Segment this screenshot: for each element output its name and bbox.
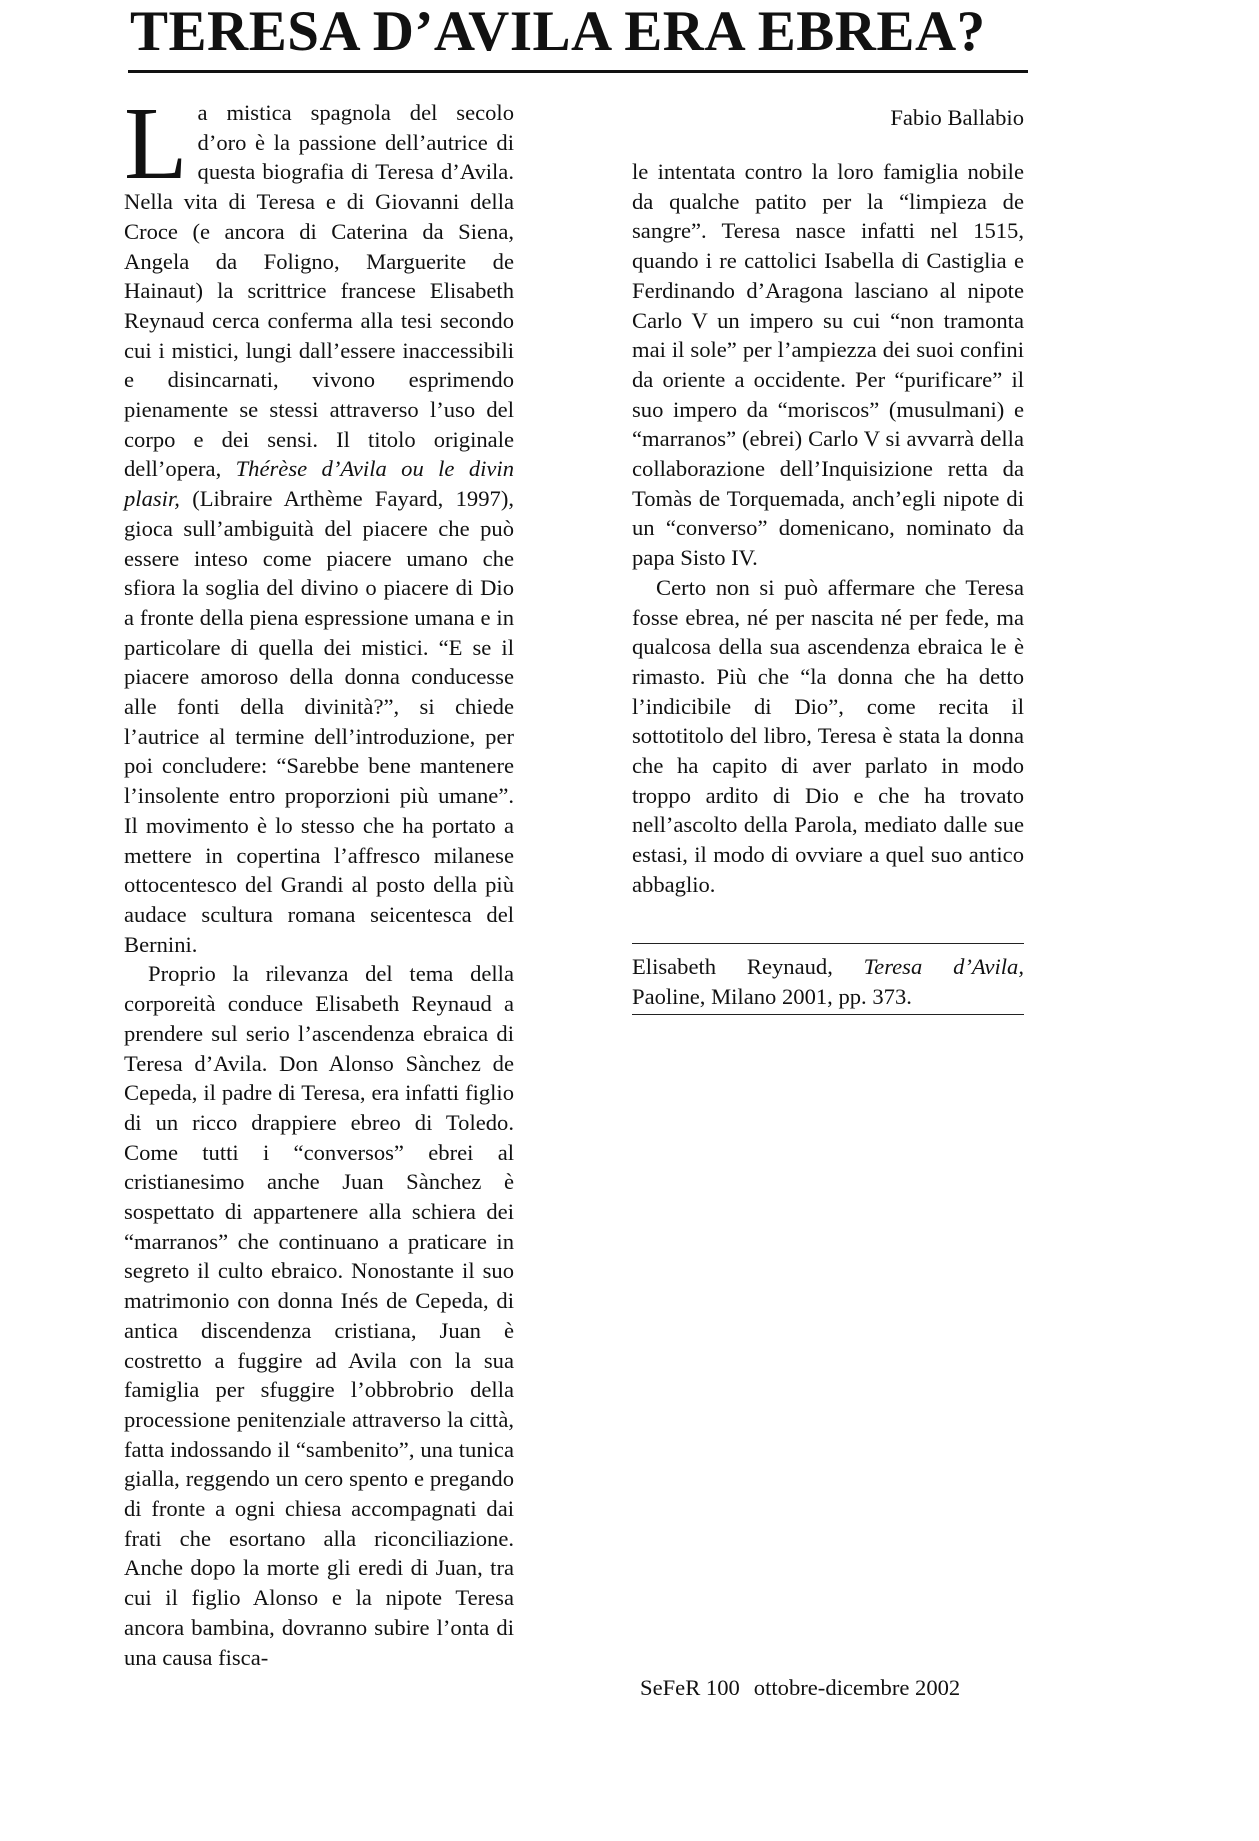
- left-column: [124, 86, 514, 1672]
- journal-issue: ottobre-dicembre 2002: [753, 1675, 961, 1700]
- biblio-book-title: Teresa d’Avila,: [863, 954, 1024, 979]
- original-title: Thérèse d’Avila ou le divin plasir,: [124, 456, 514, 512]
- paragraph-conclusion: Certo non si può affermare che Teresa fosse ebrea, né per nascita né per fede, ma qualcosa della sua ascendenza ebraica le è rimasto. Più che “la donna che ha detto l’indicibile di Dio”, come recita il sottotitolo del libro, Teresa è stata la donna che ha capito di aver parlato in modo troppo ardito di Dio e che ha trovato nell’ascolto della Parola, mediato dalle sue estasi, il modo di ovviare a quel suo antico abbaglio.: [632, 574, 1024, 897]
- biblio-top-rule: [632, 943, 1024, 944]
- paragraph-intro-text: a mistica spagnola del secolo d’oro è la passione dell’autrice di questa biografia di Teresa d’Avila. Nella vita di Teresa e di Giovanni della Croce (e ancora di Caterina da Siena, Angela da Foligno, Marguerite de Hainaut) la scrittrice francese Elisabeth Reynaud cerca conferma alla tesi secondo cui i mistici, lungi dall’essere inaccessibili e disincarnati, vivono esprimendo pienamente se stessi attraverso l’uso del corpo e dei sensi. Il titolo originale dell’opera,: [124, 100, 514, 482]
- drop-cap: L: [124, 86, 188, 201]
- right-column: [632, 157, 1024, 900]
- journal-name: SeFeR 100: [640, 1675, 740, 1700]
- paragraph-ancestry-continued: le intentata contro la loro famiglia nobile da qualche patito per la “limpieza de sangre”. Teresa nasce infatti nel 1515, quando i re cattolici Isabella di Castiglia e Ferdinando d’Aragona lasciano al nipote Carlo V un impero su cui “non tramonta mai il sole” per l’ampiezza dei suoi confini da oriente a occidente. Per “purificare” il suo impero da “moriscos” (musulmani) e “marranos” (ebrei) Carlo V si avvarrà della collaborazione dell’Inquisizione retta da Tomàs de Torquemada, anch’egli nipote di un “converso” domenicano, nominato da papa Sisto IV.: [632, 159, 1024, 571]
- bibliography: [632, 952, 1024, 1011]
- article-author: Fabio Ballabio: [890, 105, 1024, 130]
- paragraph-intro-rest: (Libraire Arthème Fayard, 1997), gioca sull’ambiguità del piacere che può essere inteso come piacere umano che sfiora la soglia del divino o piacere di Dio a fronte della piena espressione umana e in particolare di quella dei mistici. “E se il piacere amoroso della donna conducesse alle fonti della divinità?”, si chiede l’autrice al termine dell’introduzione, per poi concludere: “Sarebbe bene mantenere l’insolente entro proporzioni più umane”. Il movimento è lo stesso che ha portato a mettere in copertina l’affresco milanese ottocentesco del Grandi al posto della più audace scultura romana seicentesca del Bernini.: [124, 486, 514, 957]
- paragraph-intro: [124, 86, 514, 959]
- biblio-author: Elisabeth Reynaud,: [632, 954, 864, 979]
- paragraph-ancestry: Proprio la rilevanza del tema della corporeità conduce Elisabeth Reynaud a prendere sul serio l’ascendenza ebraica di Teresa d’Avila. Don Alonso Sànchez de Cepeda, il padre di Teresa, era infatti figlio di un ricco drappiere ebreo di Toledo. Come tutti i “conversos” ebrei al cristianesimo anche Juan Sànchez è sospettato di appartenere alla schiera dei “marranos” che continuano a praticare in segreto il culto ebraico. Nonostante il suo matrimonio con donna Inés de Cepeda, di antica discendenza cristiana, Juan è costretto a fuggire ad Avila con la sua famiglia per sfuggire l’obbrobrio della processione penitenziale attraverso la città, fatta indossando il “sambenito”, una tunica gialla, reggendo un cero spento e pregando di fronte a ogni chiesa accompagnati dai frati che esortano alla riconciliazione. Anche dopo la morte gli eredi di Juan, tra cui il figlio Alonso e la nipote Teresa ancora bambina, dovranno subire l’onta di una causa fisca-: [124, 961, 514, 1670]
- title-rule: [128, 70, 1028, 73]
- page-footer: [640, 1674, 1040, 1702]
- biblio-publisher: Paoline, Milano 2001, pp. 373.: [632, 983, 912, 1009]
- article-title: TERESA D’AVILA ERA EBREA?: [130, 0, 986, 63]
- biblio-bottom-rule: [632, 1014, 1024, 1015]
